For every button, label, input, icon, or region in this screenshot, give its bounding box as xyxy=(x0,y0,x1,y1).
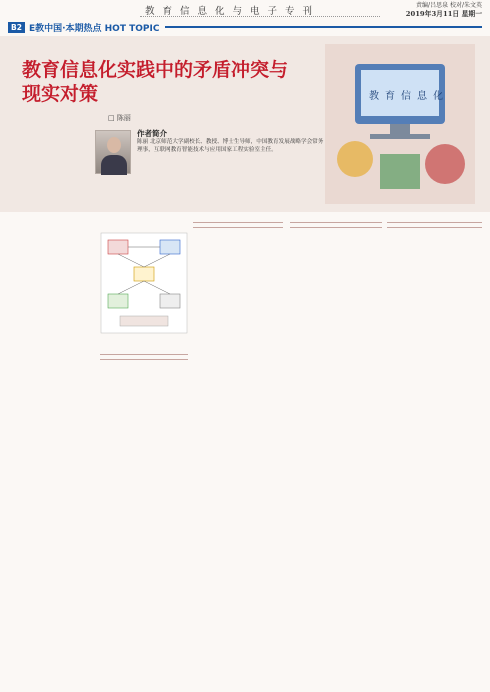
column-5 xyxy=(387,218,482,688)
section-heading xyxy=(193,222,283,228)
section-heading xyxy=(387,222,482,228)
column-2 xyxy=(100,350,188,688)
structure-diagram xyxy=(100,232,188,334)
paper-name: 教育信息化与电子专刊 xyxy=(145,6,321,17)
column-1 xyxy=(8,218,96,688)
section-heading xyxy=(100,354,188,360)
section-title: E教中国·本期热点 HOT TOPIC xyxy=(28,23,160,34)
issue-date: 2019年3月11日 星期一 xyxy=(405,10,482,18)
decorative-illustration xyxy=(325,44,475,204)
section-heading xyxy=(290,222,382,228)
article-byline: □ 陈丽 xyxy=(108,114,131,122)
author-label: 作者简介 xyxy=(137,129,167,138)
header-divider xyxy=(140,16,380,17)
article-headline: 教育信息化实践中的矛盾冲突与现实对策 xyxy=(22,59,289,105)
page-id: B2 xyxy=(8,22,25,33)
author-photo xyxy=(95,130,131,174)
section-rule xyxy=(165,26,482,28)
illus-label: 育 xyxy=(385,91,395,102)
header-meta xyxy=(386,2,482,18)
editor-info: 责编/吕思泉 校对/朱文英 xyxy=(416,2,482,9)
illus-label: 化 xyxy=(433,91,443,102)
illus-label: 教 xyxy=(369,91,379,102)
author-bio: 陈丽 北京师范大学副校长、教授、博士生导师，中国教育发展战略学会常务理事，互联网教育智能技术与应用国家工程实验室主任。 xyxy=(137,139,324,153)
illus-label: 息 xyxy=(417,91,427,102)
section-band xyxy=(8,21,482,33)
column-3 xyxy=(193,218,283,688)
column-4 xyxy=(290,218,382,688)
illus-label: 信 xyxy=(401,91,411,102)
